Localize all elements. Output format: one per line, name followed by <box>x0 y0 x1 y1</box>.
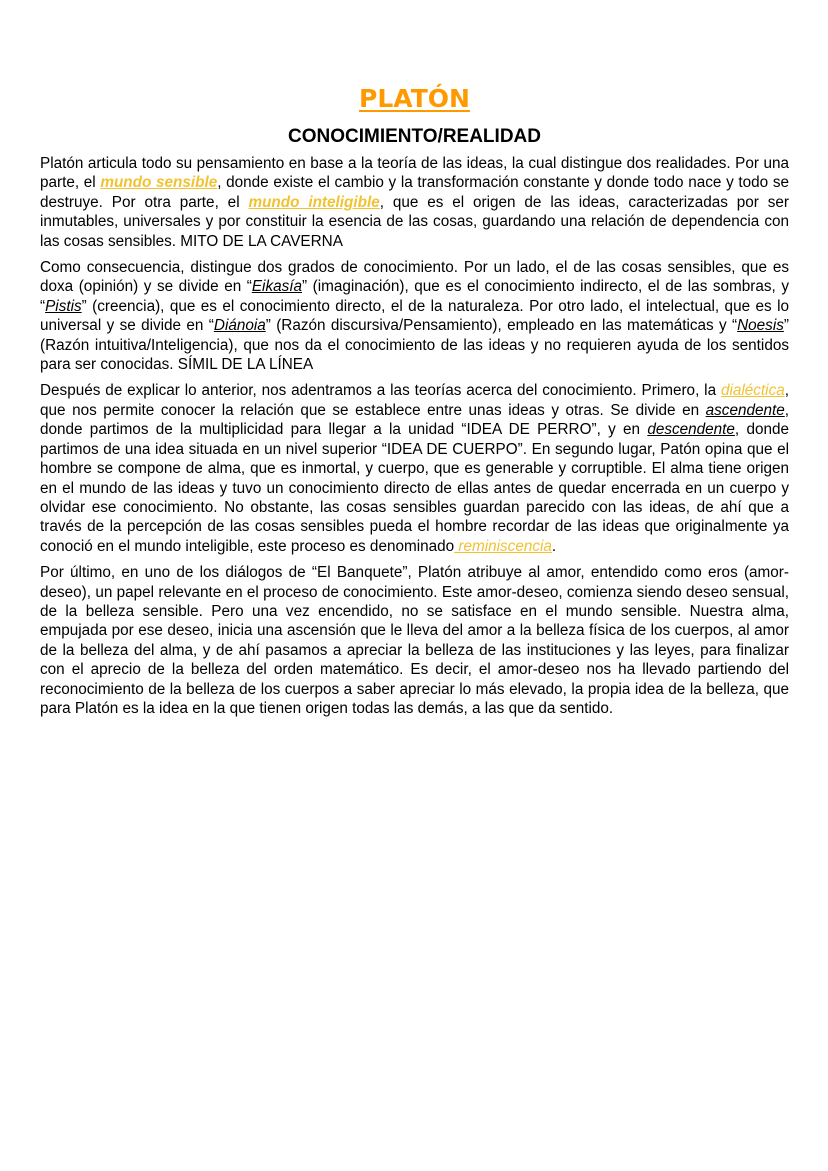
paragraph-ideas <box>40 154 789 251</box>
term-descendente: descendente <box>647 421 735 439</box>
term-ascendente: ascendente <box>705 401 785 419</box>
paragraph-teorias-conocimiento <box>40 381 789 556</box>
paragraph-text: ” (imaginación), que es el conocimiento indirecto, el de las sombras, y “ <box>40 278 789 315</box>
paragraph-text: ” (Razón discursiva/Pensamiento), empleado en las matemáticas y “ <box>265 317 738 335</box>
paragraph-text: Por último, en uno de los diálogos de “El Banquete”, Platón atribuye al amor, entendido como eros (amor-deseo), un papel relevante en el proceso de conocimiento. Este amor-deseo, comienza siendo deseo sensual, de la belleza sensible. Pero una vez encendido, no se satisface en el mundo sensible. Nuestra alma, empujada por ese deseo, inicia una ascensión que le lleva del amor a la belleza física de los cuerpos, al amor de la belleza del alma, y de ahí pasamos a apreciar la belleza de las instituciones y las leyes, para finalizar con el aprecio de la belleza del orden matemático. Es decir, el amor-deseo nos ha llevado partiendo del reconocimiento de la belleza de los cuerpos a saber apreciar lo más elevado, la propia idea de la belleza, que para Platón es la idea en la que tienen origen todas las demás, a las que da sentido. <box>40 564 789 717</box>
paragraph-grados-conocimiento <box>40 258 789 374</box>
keyword-dialectica: dialéctica <box>720 382 785 400</box>
paragraph-text: , que nos permite conocer la relación que se establece entre unas ideas y otras. Se divide en <box>40 382 789 419</box>
keyword-mundo-inteligible: mundo inteligible <box>248 193 380 211</box>
page-title: PLATÓN <box>359 84 470 113</box>
paragraph-text: . <box>551 537 557 555</box>
paragraph-text: ” (Razón intuitiva/Inteligencia), que nos da el conocimiento de las ideas y no requieren ayuda de los sentidos para ser conocidas. SÍMIL DE LA LÍNEA <box>40 317 789 374</box>
paragraph-text: , donde existe el cambio y la transformación constante y donde todo nace y todo se destruye. Por otra parte, el <box>40 174 789 211</box>
term-eikasia: Eikasía <box>251 278 303 296</box>
paragraph-text: Platón articula todo su pensamiento en base a la teoría de las ideas, la cual distingue dos realidades. Por una parte, el <box>40 155 789 192</box>
paragraph-banquete <box>40 563 789 718</box>
term-noesis: Noesis <box>737 317 784 335</box>
section-subtitle: CONOCIMIENTO/REALIDAD <box>288 126 541 147</box>
paragraph-text: , donde partimos de una idea situada en un nivel superior “IDEA DE CUERPO”. En segundo lugar, Patón opina que el hombre se compone de alma, que es inmortal, y cuerpo, que es generable y corruptible. El alma tiene origen en el mundo de las ideas y tuvo un conocimiento directo de ellas antes de quedar encerrada en un cuerpo y olvidar ese conocimiento. No obstante, las cosas sensibles guardan parecido con las ideas, de ahí que a través de la percepción de las cosas sensibles pueda el hombre recordar de las ideas que originalmente ya conoció en el mundo inteligible, este proceso es denominado <box>40 421 789 555</box>
document-page <box>40 82 789 725</box>
paragraph-text: , que es el origen de las ideas, caracterizadas por ser inmutables, universales y por constituir la esencia de las cosas, guardando una relación de dependencia con las cosas sensibles. MITO DE LA CAVERNA <box>40 193 790 250</box>
paragraph-text: Como consecuencia, distingue dos grados de conocimiento. Por un lado, el de las cosas sensibles, que es doxa (opinión) y se divide en “ <box>40 259 789 296</box>
keyword-reminiscencia: reminiscencia <box>454 537 552 555</box>
keyword-mundo-sensible: mundo sensible <box>100 174 218 192</box>
paragraph-text: Después de explicar lo anterior, nos adentramos a las teorías acerca del conocimiento. Primero, la <box>40 382 721 400</box>
paragraph-text: ” (creencia), que es el conocimiento directo, el de la naturaleza. Por otro lado, el intelectual, que es lo universal y se divide en “ <box>40 297 789 335</box>
term-dianoia: Diánoia <box>213 317 266 335</box>
term-pistis: Pistis <box>45 297 82 315</box>
paragraph-text: , donde partimos de la multiplicidad para llegar a la unidad “IDEA DE PERRO”, y en <box>40 401 789 439</box>
